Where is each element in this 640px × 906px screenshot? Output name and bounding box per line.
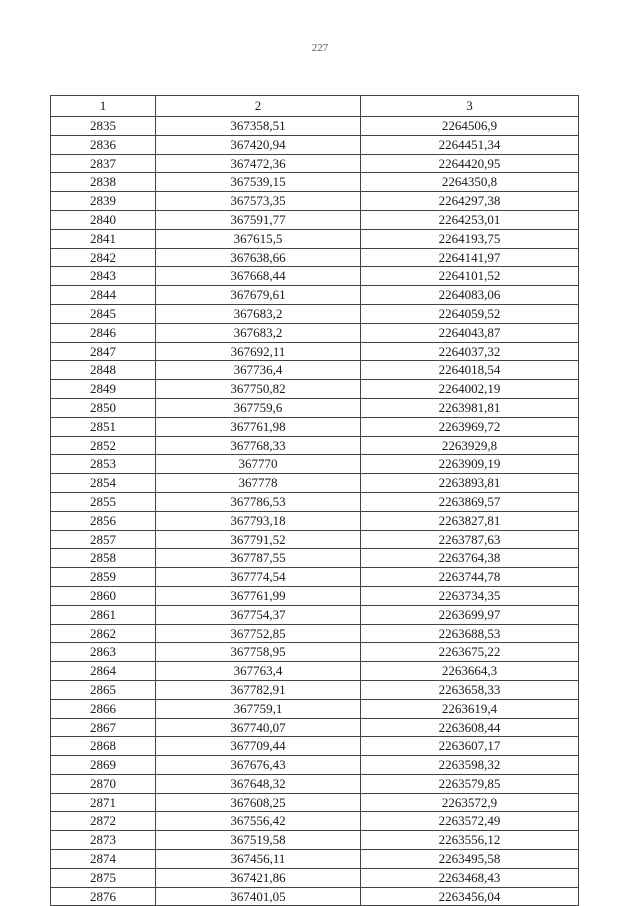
y-coordinate-cell: 2263495,58 <box>361 850 579 869</box>
point-number-cell: 2842 <box>51 248 156 267</box>
point-number-cell: 2862 <box>51 624 156 643</box>
x-coordinate-cell: 367763,4 <box>156 662 361 681</box>
table-row <box>51 398 579 417</box>
y-coordinate-cell: 2263734,35 <box>361 586 579 605</box>
table-body <box>51 117 579 906</box>
y-coordinate-cell: 2263827,81 <box>361 511 579 530</box>
y-coordinate-cell: 2263468,43 <box>361 868 579 887</box>
x-coordinate-cell: 367638,66 <box>156 248 361 267</box>
y-coordinate-cell: 2263764,38 <box>361 549 579 568</box>
y-coordinate-cell: 2263456,04 <box>361 887 579 906</box>
table-row <box>51 286 579 305</box>
y-coordinate-cell: 2264043,87 <box>361 323 579 342</box>
x-coordinate-cell: 367754,37 <box>156 605 361 624</box>
point-number-cell: 2853 <box>51 455 156 474</box>
x-coordinate-cell: 367750,82 <box>156 380 361 399</box>
x-coordinate-cell: 367759,1 <box>156 699 361 718</box>
point-number-cell: 2858 <box>51 549 156 568</box>
x-coordinate-cell: 367759,6 <box>156 398 361 417</box>
y-coordinate-cell: 2264420,95 <box>361 154 579 173</box>
x-coordinate-cell: 367573,35 <box>156 192 361 211</box>
table-row <box>51 135 579 154</box>
y-coordinate-cell: 2263969,72 <box>361 417 579 436</box>
point-number-cell: 2867 <box>51 718 156 737</box>
table-row <box>51 643 579 662</box>
table-row <box>51 831 579 850</box>
y-coordinate-cell: 2264350,8 <box>361 173 579 192</box>
x-coordinate-cell: 367683,2 <box>156 323 361 342</box>
table-row <box>51 248 579 267</box>
point-number-cell: 2837 <box>51 154 156 173</box>
x-coordinate-cell: 367770 <box>156 455 361 474</box>
point-number-cell: 2848 <box>51 361 156 380</box>
x-coordinate-cell: 367676,43 <box>156 756 361 775</box>
table-row <box>51 154 579 173</box>
x-coordinate-cell: 367786,53 <box>156 492 361 511</box>
x-coordinate-cell: 367787,55 <box>156 549 361 568</box>
table-row <box>51 192 579 211</box>
point-number-cell: 2838 <box>51 173 156 192</box>
point-number-cell: 2873 <box>51 831 156 850</box>
table-row <box>51 737 579 756</box>
y-coordinate-cell: 2263572,49 <box>361 812 579 831</box>
x-coordinate-cell: 367668,44 <box>156 267 361 286</box>
x-coordinate-cell: 367774,54 <box>156 568 361 587</box>
x-coordinate-cell: 367519,58 <box>156 831 361 850</box>
point-number-cell: 2835 <box>51 117 156 136</box>
point-number-cell: 2864 <box>51 662 156 681</box>
table-row <box>51 605 579 624</box>
table-row <box>51 492 579 511</box>
y-coordinate-cell: 2264101,52 <box>361 267 579 286</box>
table-row <box>51 680 579 699</box>
column-header-3: 3 <box>361 96 579 117</box>
point-number-cell: 2844 <box>51 286 156 305</box>
x-coordinate-cell: 367791,52 <box>156 530 361 549</box>
point-number-cell: 2836 <box>51 135 156 154</box>
table-row <box>51 774 579 793</box>
point-number-cell: 2871 <box>51 793 156 812</box>
table-row <box>51 229 579 248</box>
point-number-cell: 2874 <box>51 850 156 869</box>
y-coordinate-cell: 2263579,85 <box>361 774 579 793</box>
y-coordinate-cell: 2264002,19 <box>361 380 579 399</box>
x-coordinate-cell: 367692,11 <box>156 342 361 361</box>
point-number-cell: 2876 <box>51 887 156 906</box>
y-coordinate-cell: 2263744,78 <box>361 568 579 587</box>
point-number-cell: 2863 <box>51 643 156 662</box>
table-header-row <box>51 96 579 117</box>
x-coordinate-cell: 367421,86 <box>156 868 361 887</box>
y-coordinate-cell: 2264018,54 <box>361 361 579 380</box>
y-coordinate-cell: 2264083,06 <box>361 286 579 305</box>
y-coordinate-cell: 2264193,75 <box>361 229 579 248</box>
table-row <box>51 210 579 229</box>
table-row <box>51 793 579 812</box>
table-row <box>51 380 579 399</box>
table-row <box>51 549 579 568</box>
table-row <box>51 436 579 455</box>
x-coordinate-cell: 367758,95 <box>156 643 361 662</box>
column-header-2: 2 <box>156 96 361 117</box>
point-number-cell: 2865 <box>51 680 156 699</box>
y-coordinate-cell: 2264037,32 <box>361 342 579 361</box>
point-number-cell: 2875 <box>51 868 156 887</box>
x-coordinate-cell: 367782,91 <box>156 680 361 699</box>
point-number-cell: 2846 <box>51 323 156 342</box>
table-row <box>51 718 579 737</box>
y-coordinate-cell: 2264297,38 <box>361 192 579 211</box>
point-number-cell: 2869 <box>51 756 156 775</box>
table-row <box>51 850 579 869</box>
y-coordinate-cell: 2263619,4 <box>361 699 579 718</box>
y-coordinate-cell: 2264059,52 <box>361 304 579 323</box>
x-coordinate-cell: 367472,36 <box>156 154 361 173</box>
table-row <box>51 511 579 530</box>
x-coordinate-cell: 367456,11 <box>156 850 361 869</box>
x-coordinate-cell: 367420,94 <box>156 135 361 154</box>
y-coordinate-cell: 2263658,33 <box>361 680 579 699</box>
x-coordinate-cell: 367683,2 <box>156 304 361 323</box>
table-row <box>51 699 579 718</box>
x-coordinate-cell: 367761,99 <box>156 586 361 605</box>
x-coordinate-cell: 367768,33 <box>156 436 361 455</box>
y-coordinate-cell: 2263675,22 <box>361 643 579 662</box>
y-coordinate-cell: 2264451,34 <box>361 135 579 154</box>
point-number-cell: 2872 <box>51 812 156 831</box>
y-coordinate-cell: 2263572,9 <box>361 793 579 812</box>
point-number-cell: 2850 <box>51 398 156 417</box>
x-coordinate-cell: 367591,77 <box>156 210 361 229</box>
x-coordinate-cell: 367401,05 <box>156 887 361 906</box>
point-number-cell: 2857 <box>51 530 156 549</box>
y-coordinate-cell: 2263608,44 <box>361 718 579 737</box>
table-row <box>51 417 579 436</box>
point-number-cell: 2854 <box>51 474 156 493</box>
point-number-cell: 2866 <box>51 699 156 718</box>
point-number-cell: 2840 <box>51 210 156 229</box>
x-coordinate-cell: 367608,25 <box>156 793 361 812</box>
x-coordinate-cell: 367648,32 <box>156 774 361 793</box>
y-coordinate-cell: 2263688,53 <box>361 624 579 643</box>
table-row <box>51 173 579 192</box>
table-row <box>51 586 579 605</box>
coordinates-table <box>50 95 579 906</box>
x-coordinate-cell: 367556,42 <box>156 812 361 831</box>
y-coordinate-cell: 2263607,17 <box>361 737 579 756</box>
table-row <box>51 361 579 380</box>
table-row <box>51 624 579 643</box>
table-row <box>51 304 579 323</box>
point-number-cell: 2860 <box>51 586 156 605</box>
table-row <box>51 568 579 587</box>
y-coordinate-cell: 2263929,8 <box>361 436 579 455</box>
x-coordinate-cell: 367740,07 <box>156 718 361 737</box>
x-coordinate-cell: 367358,51 <box>156 117 361 136</box>
table-row <box>51 868 579 887</box>
y-coordinate-cell: 2263699,97 <box>361 605 579 624</box>
table-row <box>51 474 579 493</box>
x-coordinate-cell: 367736,4 <box>156 361 361 380</box>
point-number-cell: 2861 <box>51 605 156 624</box>
point-number-cell: 2851 <box>51 417 156 436</box>
y-coordinate-cell: 2263664,3 <box>361 662 579 681</box>
y-coordinate-cell: 2263909,19 <box>361 455 579 474</box>
point-number-cell: 2845 <box>51 304 156 323</box>
x-coordinate-cell: 367615,5 <box>156 229 361 248</box>
table-row <box>51 887 579 906</box>
point-number-cell: 2852 <box>51 436 156 455</box>
x-coordinate-cell: 367752,85 <box>156 624 361 643</box>
point-number-cell: 2859 <box>51 568 156 587</box>
point-number-cell: 2847 <box>51 342 156 361</box>
point-number-cell: 2841 <box>51 229 156 248</box>
point-number-cell: 2868 <box>51 737 156 756</box>
y-coordinate-cell: 2263869,57 <box>361 492 579 511</box>
x-coordinate-cell: 367679,61 <box>156 286 361 305</box>
x-coordinate-cell: 367778 <box>156 474 361 493</box>
table-row <box>51 530 579 549</box>
point-number-cell: 2855 <box>51 492 156 511</box>
x-coordinate-cell: 367761,98 <box>156 417 361 436</box>
y-coordinate-cell: 2263598,32 <box>361 756 579 775</box>
column-header-1: 1 <box>51 96 156 117</box>
y-coordinate-cell: 2263893,81 <box>361 474 579 493</box>
y-coordinate-cell: 2263981,81 <box>361 398 579 417</box>
x-coordinate-cell: 367709,44 <box>156 737 361 756</box>
table-row <box>51 756 579 775</box>
table-row <box>51 662 579 681</box>
table-row <box>51 812 579 831</box>
point-number-cell: 2870 <box>51 774 156 793</box>
table-row <box>51 117 579 136</box>
table-row <box>51 323 579 342</box>
point-number-cell: 2856 <box>51 511 156 530</box>
x-coordinate-cell: 367793,18 <box>156 511 361 530</box>
page-number: 227 <box>311 42 329 54</box>
y-coordinate-cell: 2263556,12 <box>361 831 579 850</box>
x-coordinate-cell: 367539,15 <box>156 173 361 192</box>
y-coordinate-cell: 2263787,63 <box>361 530 579 549</box>
table-row <box>51 342 579 361</box>
table-row <box>51 455 579 474</box>
point-number-cell: 2843 <box>51 267 156 286</box>
point-number-cell: 2839 <box>51 192 156 211</box>
table-row <box>51 267 579 286</box>
y-coordinate-cell: 2264141,97 <box>361 248 579 267</box>
y-coordinate-cell: 2264253,01 <box>361 210 579 229</box>
y-coordinate-cell: 2264506,9 <box>361 117 579 136</box>
point-number-cell: 2849 <box>51 380 156 399</box>
